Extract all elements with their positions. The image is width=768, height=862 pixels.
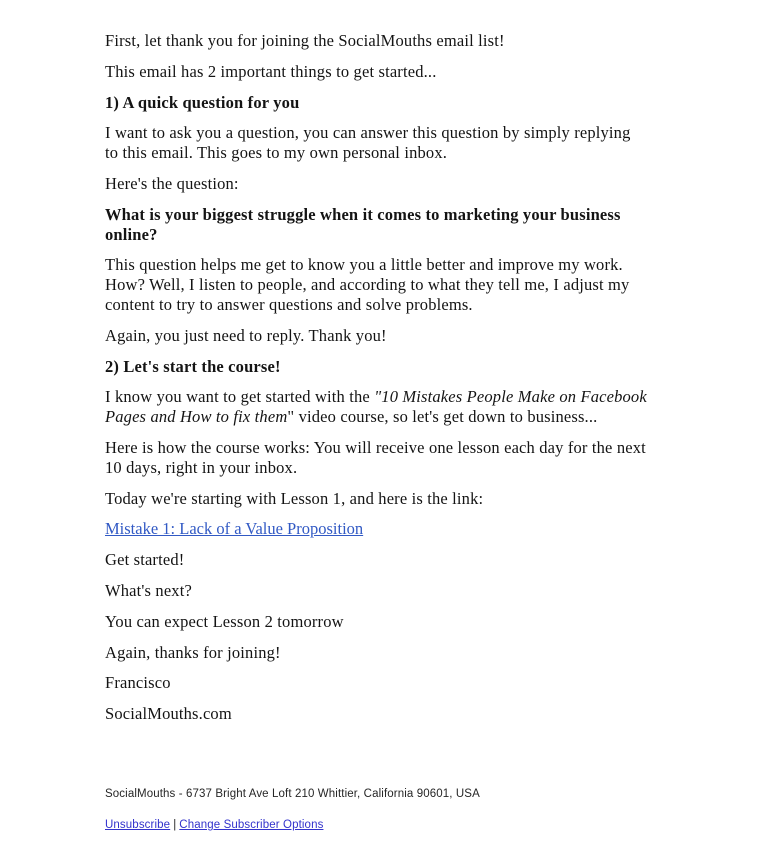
- section-heading-two: 2) Let's start the course!: [105, 356, 281, 376]
- unsubscribe-link[interactable]: Unsubscribe: [105, 819, 171, 831]
- change-subscriber-options-link[interactable]: Change Subscriber Options: [179, 819, 324, 831]
- signature-website: SocialMouths.com: [105, 704, 232, 724]
- lesson-link-intro-paragraph: Today we're starting with Lesson 1, and here is the link:: [105, 488, 484, 508]
- greeting-paragraph: First, let thank you for joining the SocialMouths email list!: [105, 31, 505, 50]
- intro-paragraph: This email has 2 important things to get started...: [105, 61, 437, 81]
- footer-links: [105, 818, 665, 833]
- reply-request-paragraph: Again, you just need to reply. Thank you!: [105, 325, 387, 345]
- course-intro-paragraph: [105, 387, 647, 427]
- course-title-quote-close: ": [287, 407, 295, 427]
- lesson-link-paragraph: [105, 519, 647, 539]
- section-heading-one: 1) A quick question for you: [105, 92, 300, 112]
- whats-next-paragraph: What's next?: [105, 580, 192, 600]
- course-intro-prefix: I know you want to get started with the: [105, 387, 375, 407]
- course-title-text: 10 Mistakes People Make on Facebook Pages and How to fix them: [105, 387, 647, 427]
- lesson-1-link[interactable]: Mistake 1: Lack of a Value Proposition: [105, 519, 364, 539]
- footer-address: SocialMouths - 6737 Bright Ave Loft 210 Whittier, California 90601, USA: [105, 788, 480, 800]
- footer-link-separator: |: [173, 819, 177, 831]
- question-lead-paragraph: Here's the question:: [105, 173, 239, 193]
- question-intro-paragraph: I want to ask you a question, you can answer this question by simply replying to this email. This goes to my own personal inbox.: [105, 123, 631, 163]
- course-title-quote-open: ": [374, 387, 382, 407]
- course-schedule-paragraph: Here is how the course works: You will receive one lesson each day for the next 10 days, right in your inbox.: [105, 437, 646, 477]
- signature-name: Francisco: [105, 673, 171, 693]
- next-lesson-paragraph: You can expect Lesson 2 tomorrow: [105, 611, 344, 631]
- email-footer: [105, 787, 665, 845]
- question-rationale-paragraph: This question helps me get to know you a little better and improve my work. How? Well, I listen to people, and according to what they tell me, I adjust my content to try to answer questions and solve problems.: [105, 255, 630, 314]
- course-intro-suffix: video course, so let's get down to business...: [294, 407, 598, 427]
- survey-question: What is your biggest struggle when it comes to marketing your business online?: [105, 204, 621, 244]
- email-body-content: [105, 31, 647, 735]
- thanks-paragraph: Again, thanks for joining!: [105, 642, 281, 662]
- get-started-paragraph: Get started!: [105, 550, 185, 570]
